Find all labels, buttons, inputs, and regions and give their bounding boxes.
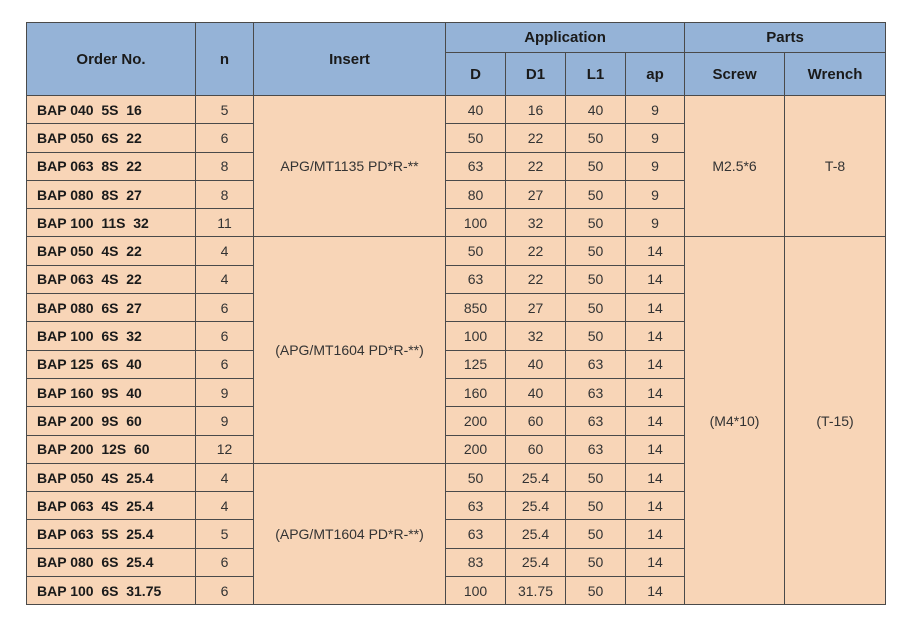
insert-cell: APG/MT1135 PD*R-** (254, 96, 446, 237)
d1-cell: 60 (506, 435, 566, 463)
table-row (27, 237, 886, 265)
order-no-cell: BAP 080 6S 25.4 (27, 548, 196, 576)
l1-cell: 50 (566, 152, 626, 180)
d-cell: 83 (446, 548, 506, 576)
l1-cell: 50 (566, 520, 626, 548)
d1-cell: 22 (506, 237, 566, 265)
col-header-insert: Insert (254, 23, 446, 96)
d-cell: 160 (446, 378, 506, 406)
l1-cell: 50 (566, 237, 626, 265)
wrench-cell: (T-15) (785, 237, 886, 605)
order-no-cell: BAP 160 9S 40 (27, 378, 196, 406)
ap-cell: 14 (626, 548, 685, 576)
order-no-cell: BAP 050 4S 25.4 (27, 463, 196, 491)
n-cell: 4 (196, 237, 254, 265)
col-header-l1: L1 (566, 53, 626, 96)
ap-cell: 14 (626, 378, 685, 406)
order-no-cell: BAP 125 6S 40 (27, 350, 196, 378)
spec-table (26, 22, 886, 605)
d1-cell: 40 (506, 378, 566, 406)
l1-cell: 50 (566, 548, 626, 576)
col-header-d1: D1 (506, 53, 566, 96)
screw-cell: M2.5*6 (685, 96, 785, 237)
col-header-ap: ap (626, 53, 685, 96)
col-header-parts: Parts (685, 23, 886, 53)
order-no-cell: BAP 050 6S 22 (27, 124, 196, 152)
table-row (27, 96, 886, 124)
order-no-cell: BAP 080 8S 27 (27, 180, 196, 208)
d-cell: 80 (446, 180, 506, 208)
l1-cell: 50 (566, 577, 626, 605)
col-header-n: n (196, 23, 254, 96)
ap-cell: 14 (626, 492, 685, 520)
d-cell: 850 (446, 294, 506, 322)
d-cell: 50 (446, 124, 506, 152)
d-cell: 63 (446, 520, 506, 548)
order-no-cell: BAP 100 6S 32 (27, 322, 196, 350)
n-cell: 9 (196, 407, 254, 435)
order-no-cell: BAP 063 5S 25.4 (27, 520, 196, 548)
d1-cell: 40 (506, 350, 566, 378)
l1-cell: 50 (566, 492, 626, 520)
d1-cell: 32 (506, 322, 566, 350)
order-no-cell: BAP 100 6S 31.75 (27, 577, 196, 605)
d-cell: 50 (446, 463, 506, 491)
order-no-cell: BAP 063 4S 22 (27, 265, 196, 293)
ap-cell: 14 (626, 577, 685, 605)
n-cell: 6 (196, 350, 254, 378)
ap-cell: 14 (626, 322, 685, 350)
l1-cell: 50 (566, 265, 626, 293)
order-no-cell: BAP 200 9S 60 (27, 407, 196, 435)
d-cell: 63 (446, 492, 506, 520)
n-cell: 6 (196, 124, 254, 152)
order-no-cell: BAP 200 12S 60 (27, 435, 196, 463)
col-header-wrench: Wrench (785, 53, 886, 96)
d1-cell: 25.4 (506, 463, 566, 491)
d-cell: 200 (446, 435, 506, 463)
d-cell: 40 (446, 96, 506, 124)
d1-cell: 25.4 (506, 520, 566, 548)
n-cell: 12 (196, 435, 254, 463)
d-cell: 100 (446, 322, 506, 350)
l1-cell: 63 (566, 407, 626, 435)
n-cell: 11 (196, 209, 254, 237)
l1-cell: 63 (566, 378, 626, 406)
l1-cell: 50 (566, 322, 626, 350)
ap-cell: 14 (626, 350, 685, 378)
d1-cell: 22 (506, 152, 566, 180)
n-cell: 6 (196, 322, 254, 350)
insert-cell: (APG/MT1604 PD*R-**) (254, 237, 446, 463)
l1-cell: 50 (566, 124, 626, 152)
n-cell: 8 (196, 152, 254, 180)
ap-cell: 14 (626, 463, 685, 491)
d1-cell: 27 (506, 294, 566, 322)
screw-cell: (M4*10) (685, 237, 785, 605)
l1-cell: 50 (566, 463, 626, 491)
d-cell: 63 (446, 152, 506, 180)
ap-cell: 9 (626, 152, 685, 180)
ap-cell: 9 (626, 209, 685, 237)
d1-cell: 16 (506, 96, 566, 124)
ap-cell: 14 (626, 265, 685, 293)
wrench-cell: T-8 (785, 96, 886, 237)
d1-cell: 25.4 (506, 548, 566, 576)
l1-cell: 50 (566, 209, 626, 237)
d1-cell: 32 (506, 209, 566, 237)
order-no-cell: BAP 080 6S 27 (27, 294, 196, 322)
col-header-application: Application (446, 23, 685, 53)
d-cell: 50 (446, 237, 506, 265)
d1-cell: 31.75 (506, 577, 566, 605)
d-cell: 100 (446, 577, 506, 605)
table-body (27, 96, 886, 605)
order-no-cell: BAP 063 4S 25.4 (27, 492, 196, 520)
ap-cell: 14 (626, 407, 685, 435)
d-cell: 63 (446, 265, 506, 293)
l1-cell: 50 (566, 294, 626, 322)
d1-cell: 27 (506, 180, 566, 208)
ap-cell: 14 (626, 435, 685, 463)
order-no-cell: BAP 063 8S 22 (27, 152, 196, 180)
ap-cell: 9 (626, 96, 685, 124)
n-cell: 5 (196, 96, 254, 124)
d-cell: 200 (446, 407, 506, 435)
l1-cell: 63 (566, 435, 626, 463)
n-cell: 6 (196, 294, 254, 322)
l1-cell: 50 (566, 180, 626, 208)
col-header-d: D (446, 53, 506, 96)
col-header-order-no: Order No. (27, 23, 196, 96)
ap-cell: 14 (626, 237, 685, 265)
d1-cell: 22 (506, 265, 566, 293)
n-cell: 6 (196, 577, 254, 605)
n-cell: 4 (196, 265, 254, 293)
n-cell: 4 (196, 492, 254, 520)
d1-cell: 22 (506, 124, 566, 152)
l1-cell: 63 (566, 350, 626, 378)
ap-cell: 9 (626, 124, 685, 152)
col-header-screw: Screw (685, 53, 785, 96)
n-cell: 6 (196, 548, 254, 576)
d-cell: 100 (446, 209, 506, 237)
ap-cell: 14 (626, 520, 685, 548)
d1-cell: 60 (506, 407, 566, 435)
order-no-cell: BAP 050 4S 22 (27, 237, 196, 265)
ap-cell: 14 (626, 294, 685, 322)
d-cell: 125 (446, 350, 506, 378)
insert-cell: (APG/MT1604 PD*R-**) (254, 463, 446, 604)
order-no-cell: BAP 100 11S 32 (27, 209, 196, 237)
n-cell: 9 (196, 378, 254, 406)
ap-cell: 9 (626, 180, 685, 208)
n-cell: 8 (196, 180, 254, 208)
n-cell: 4 (196, 463, 254, 491)
n-cell: 5 (196, 520, 254, 548)
l1-cell: 40 (566, 96, 626, 124)
d1-cell: 25.4 (506, 492, 566, 520)
order-no-cell: BAP 040 5S 16 (27, 96, 196, 124)
